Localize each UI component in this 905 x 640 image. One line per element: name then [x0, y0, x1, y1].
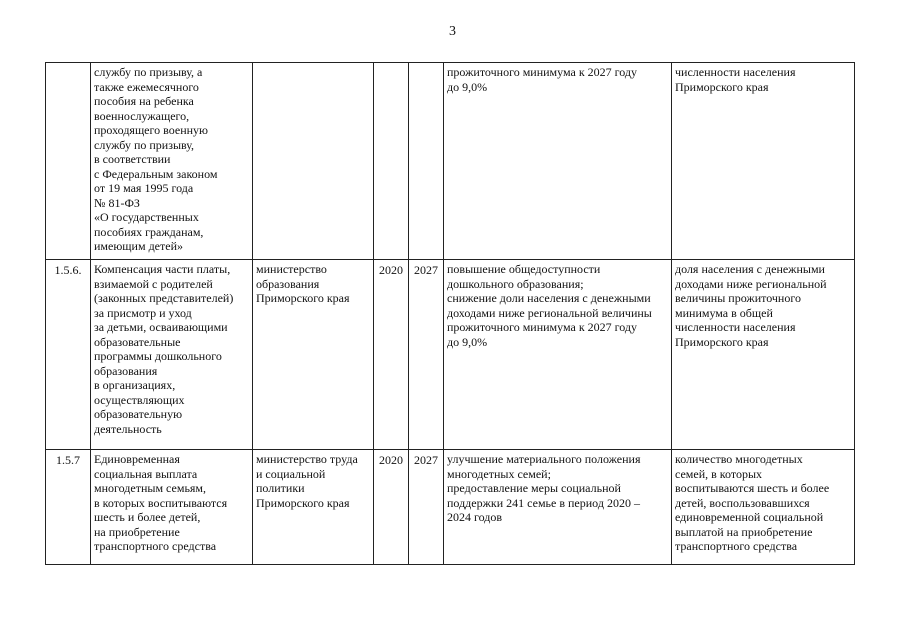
item-result: повышение общедоступности дошкольного образования; снижение доли населения с денежными доходами ниже региональной величины прожиточного минимума к 2027 году до 9,0% — [444, 260, 672, 450]
item-indicator: количество многодетных семей, в которых воспитываются шесть и более детей, воспользовавшихся единовременной социальной выплатой на приобретение транспортного средства — [672, 450, 855, 565]
item-executor: министерство образования Приморского края — [253, 260, 374, 450]
table-row — [46, 63, 855, 260]
item-end-year — [409, 63, 444, 260]
table-body — [46, 63, 855, 565]
page-number: 3 — [449, 24, 456, 39]
item-indicator: численности населения Приморского края — [672, 63, 855, 260]
item-result: улучшение материального положения многодетных семей; предоставление меры социальной поддержки 241 семье в период 2020 – 2024 годов — [444, 450, 672, 565]
table-row — [46, 260, 855, 450]
item-end-year: 2027 — [409, 450, 444, 565]
item-result: прожиточного минимума к 2027 году до 9,0% — [444, 63, 672, 260]
item-number — [46, 63, 91, 260]
item-name: Единовременная социальная выплата многодетным семьям, в которых воспитываются шесть и более детей, на приобретение транспортного средства — [91, 450, 253, 565]
item-executor: министерство труда и социальной политики Приморского края — [253, 450, 374, 565]
item-indicator: доля населения с денежными доходами ниже региональной величины прожиточного минимума в общей численности населения Приморского края — [672, 260, 855, 450]
item-number: 1.5.6. — [46, 260, 91, 450]
item-end-year: 2027 — [409, 260, 444, 450]
item-start-year — [374, 63, 409, 260]
item-name: службу по призыву, а также ежемесячного пособия на ребенка военнослужащего, проходящего военную службу по призыву, в соответствии с Федеральным законом от 19 мая 1995 года № 81-ФЗ «О государственных пособиях гражданам, имеющим детей» — [91, 63, 253, 260]
item-executor — [253, 63, 374, 260]
item-start-year: 2020 — [374, 260, 409, 450]
measures-table — [45, 62, 855, 565]
item-name: Компенсация части платы, взимаемой с родителей (законных представителей) за присмотр и уход за детьми, осваивающими образовательные программы дошкольного образования в организациях, осуществляющих образовательную деятельность — [91, 260, 253, 450]
item-start-year: 2020 — [374, 450, 409, 565]
table-row — [46, 450, 855, 565]
item-number: 1.5.7 — [46, 450, 91, 565]
